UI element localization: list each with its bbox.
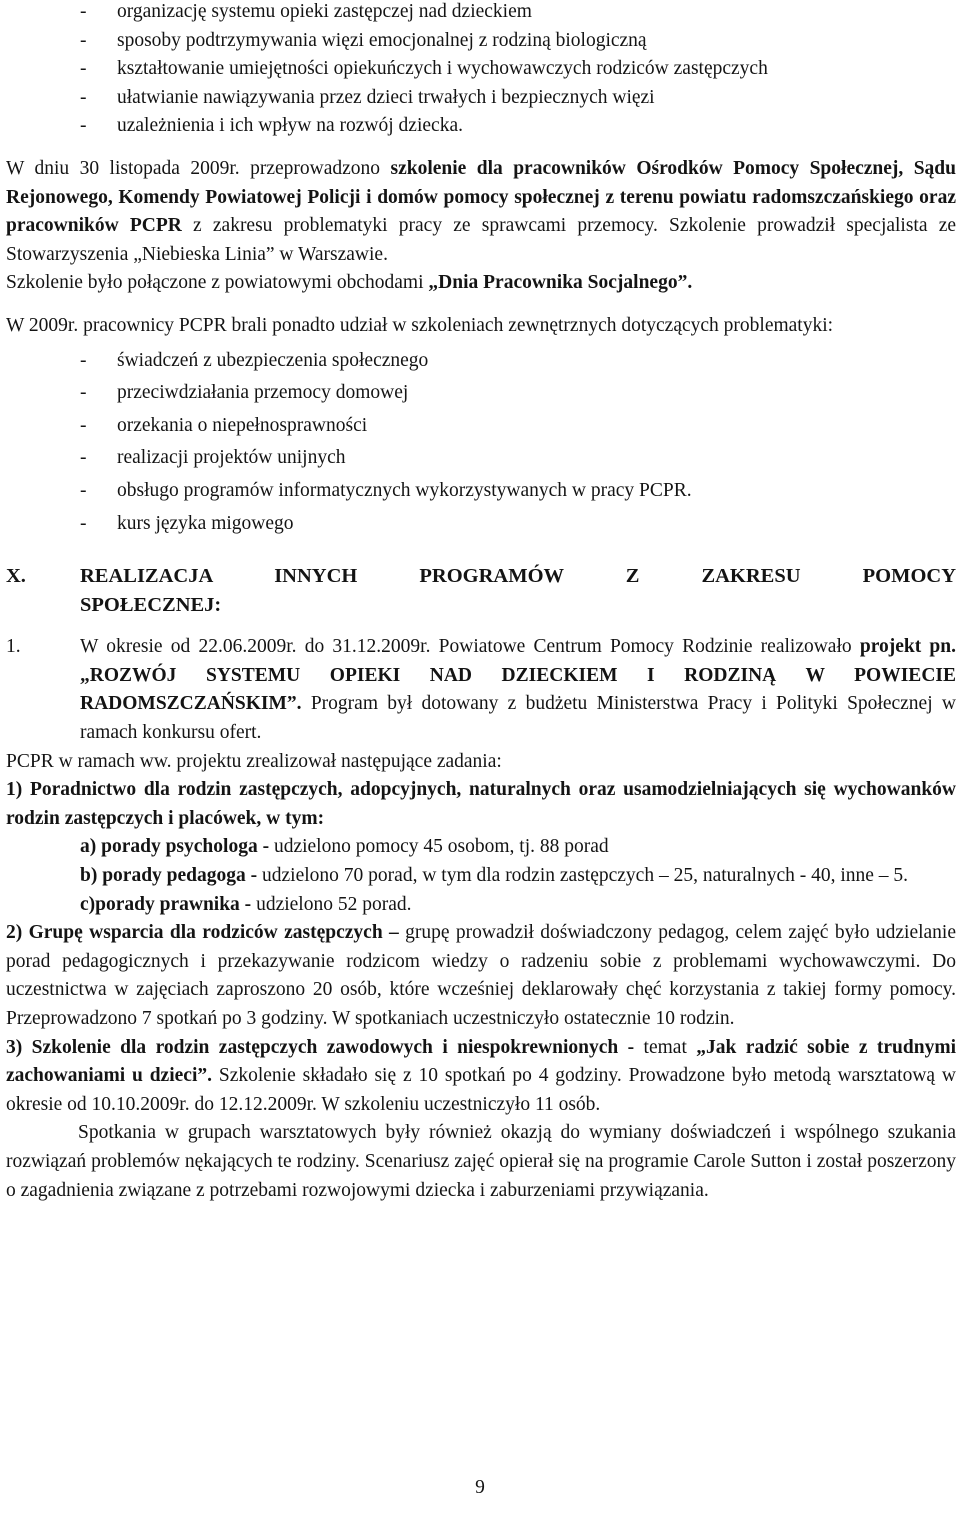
task-1-heading xyxy=(6,776,956,833)
list-item: - kształtowanie umiejętności opiekuńczych i wychowawczych rodziców zastępczych xyxy=(80,55,960,84)
training-paragraph xyxy=(6,155,956,269)
external-training-list xyxy=(80,345,960,541)
section-heading xyxy=(6,562,956,619)
task-3 xyxy=(6,1034,956,1120)
task-1-a-text: udzielono pomocy 45 osobom, tj. 88 porad xyxy=(269,836,609,858)
task-3-bold: 3) Szkolenie dla rodzin zastępczych zawodowych i niespokrewnionych - xyxy=(6,1036,635,1058)
list-item: - ułatwianie nawiązywania przez dzieci trwałych i bezpiecznych więzi xyxy=(80,84,960,113)
pcpr-line: PCPR w ramach ww. projektu zrealizował następujące zadania: xyxy=(6,750,502,772)
item-1-lead: W okresie od 22.06.2009r. do 31.12.2009r. Powiatowe Centrum Pomocy Rodzinie realizowało xyxy=(80,636,860,658)
task-1-b xyxy=(80,862,956,891)
training-paragraph-line2 xyxy=(6,269,960,298)
section-number: X. xyxy=(6,565,26,588)
task-3-mid: temat xyxy=(634,1036,697,1058)
list-item: - orzekania o niepełnosprawności xyxy=(80,410,960,443)
training-line2-lead: Szkolenie było połączone z powiatowymi obchodami xyxy=(6,272,429,294)
external-training-paragraph: W 2009r. pracownicy PCPR brali ponadto udział w szkoleniach zewnętrznych dotyczących problematyki: xyxy=(6,314,834,336)
list-item: - organizację systemu opieki zastępczej nad dzieckiem xyxy=(80,0,960,27)
training-line2-bold: „Dnia Pracownika Socjalnego”. xyxy=(428,272,693,294)
task-1-c-label: c)porady prawnika - xyxy=(80,893,252,915)
item-1-project-name: projekt pn. „ROZWÓJ SYSTEMU OPIEKI NAD DZIECKIEM I RODZINĄ W POWIECIE RADOMSZCZAŃSKIM”. xyxy=(80,636,956,715)
task-1-b-label: b) porady pedagoga - xyxy=(80,865,258,887)
training-lead: W dniu 30 listopada 2009r. przeprowadzono xyxy=(6,157,391,179)
section-title xyxy=(80,562,956,619)
list-item: - realizacji projektów unijnych xyxy=(80,442,960,475)
list-item: - przeciwdziałania przemocy domowej xyxy=(80,377,960,410)
list-item: - kurs języka migowego xyxy=(80,508,960,541)
list-item: - obsługo programów informatycznych wykorzystywanych w pracy PCPR. xyxy=(80,475,960,508)
task-1-b-text: udzielono 70 porad, w tym dla rodzin zastępczych – 25, naturalnych - 40, inne – 5. xyxy=(257,865,909,887)
task-2 xyxy=(6,919,956,1033)
page-number: 9 xyxy=(475,1477,485,1498)
task-2-text: grupę prowadził doświadczony pedagog, celem zajęć było udzielanie porad pedagogicznych i przekazywanie rodzicom wiedzy o radzeniu sobie z problemami wychowawczymi. Do uczestnictwa w zajęciach zaproszono 20 osób, które wcześniej deklarowały chęć korzystania z takiej formy pomocy. Przeprowadzono 7 spotkań po 3 godziny. W spotkaniach uczestniczyło ostatecznie 10 rodzin. xyxy=(6,922,956,1029)
closing-paragraph: Spotkania w grupach warsztatowych były również okazją do wymiany doświadczeń i wspólnego szukania rozwiązań problemów nękających te rodziny. Scenariusz zajęć opierał się na programie Carole Sutton i został poszerzony o zagadnienia związane z potrzebami rozwojowymi dziecka i zaburzeniami przywiązania. xyxy=(6,1122,956,1201)
item-1 xyxy=(6,633,956,747)
task-1-c xyxy=(80,891,960,920)
task-1-a xyxy=(80,833,956,862)
list-item: - sposoby podtrzymywania więzi emocjonalnej z rodziną biologiczną xyxy=(80,27,960,56)
item-1-number: 1. xyxy=(6,636,21,658)
task-1-a-label: a) porady psychologa - xyxy=(80,836,270,858)
section-title-line1: REALIZACJA INNYCH PROGRAMÓW Z ZAKRESU POMOCY xyxy=(80,565,956,588)
item-1-tail: Program był dotowany z budżetu Ministerstwa Pracy i Polityki Społecznej w ramach konkursu ofert. xyxy=(80,693,956,744)
list-item: - uzależnienia i ich wpływ na rozwój dziecka. xyxy=(80,112,960,141)
task-3-text: Szkolenie składało się z 10 spotkań po 4 godziny. Prowadzone było metodą warsztatową w okresie od 10.10.2009r. do 12.12.2009r. W szkoleniu uczestniczyło 11 osób. xyxy=(6,1065,956,1115)
task-1-c-text: udzielono 52 porad. xyxy=(251,893,412,915)
task-2-bold: 2) Grupę wsparcia dla rodziców zastępczych – xyxy=(6,922,399,944)
list-item: - świadczeń z ubezpieczenia społecznego xyxy=(80,345,960,378)
top-bullet-list xyxy=(80,0,960,141)
task-3-topic: „Jak radzić sobie z trudnymi zachowaniami u dzieci”. xyxy=(6,1036,956,1087)
training-tail: z zakresu problematyki pracy ze sprawcami przemocy. Szkolenie prowadził specjalista ze Stowarzyszenia „Niebieska Linia” w Warszawie. xyxy=(6,215,957,265)
item-1-text xyxy=(80,633,956,747)
task-1-bold: 1) Poradnictwo dla rodzin zastępczych, adopcyjnych, naturalnych oraz usamodzielniających się wychowanków rodzin zastępczych i placówek, w tym: xyxy=(6,779,956,829)
training-bold: szkolenie dla pracowników Ośrodków Pomocy Społecznej, Sądu Rejonowego, Komendy Powiatowej Policji i domów pomocy społecznej z terenu powiatu radomszczańskiego oraz pracowników PCPR xyxy=(6,157,956,237)
section-title-line2: SPOŁECZNEJ: xyxy=(80,593,222,616)
